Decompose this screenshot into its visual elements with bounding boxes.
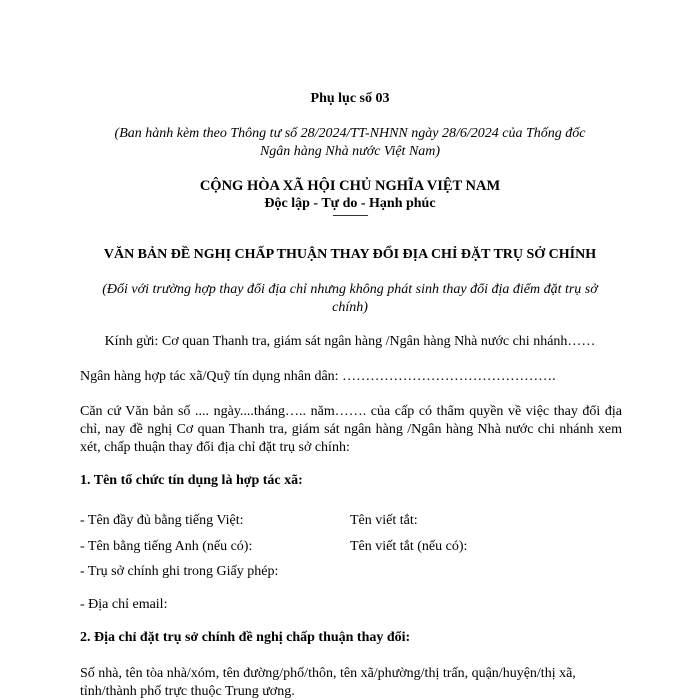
issued-note-line2: Ngân hàng Nhà nước Việt Nam) xyxy=(259,144,441,159)
recipient-line: Kính gửi: Cơ quan Thanh tra, giám sát ngân hàng /Ngân hàng Nhà nước chi nhánh…… xyxy=(104,334,596,349)
country-name: CỘNG HÒA XÃ HỘI CHỦ NGHĨA VIỆT NAM xyxy=(199,178,501,194)
address-format-line2: tỉnh/thành phố trực thuộc Trung ương. xyxy=(80,684,295,699)
document-subtitle-line1: (Đối với trường hợp thay đổi địa chỉ nhưng không phát sinh thay đổi địa điểm đặt trụ sở xyxy=(102,282,598,297)
document-title: VĂN BẢN ĐỀ NGHỊ CHẤP THUẬN THAY ĐỔI ĐỊA CHỈ ĐẶT TRỤ SỞ CHÍNH xyxy=(103,247,597,262)
email-label: - Địa chỉ email: xyxy=(80,597,168,612)
appendix-title: Phụ lục số 03 xyxy=(310,91,390,106)
bank-name-line: Ngân hàng hợp tác xã/Quỹ tín dụng nhân dân: ………………………………………. xyxy=(80,369,556,384)
document-subtitle-line2: chính) xyxy=(332,300,368,315)
header-separator: --------------- xyxy=(332,210,368,221)
section2-heading: 2. Địa chỉ đặt trụ sở chính đề nghị chấp thuận thay đổi: xyxy=(80,630,411,645)
full-name-vn-label: - Tên đầy đủ bằng tiếng Việt: xyxy=(80,513,244,528)
address-format-line1: Số nhà, tên tòa nhà/xóm, tên đường/phố/thôn, tên xã/phường/thị trấn, quận/huyện/thị xã, xyxy=(80,666,576,681)
issued-note-line1: (Ban hành kèm theo Thông tư số 28/2024/TT-NHNN ngày 28/6/2024 của Thống đốc xyxy=(114,126,586,141)
short-name-optional-label: Tên viết tắt (nếu có): xyxy=(350,539,468,554)
section1-heading: 1. Tên tổ chức tín dụng là hợp tác xã: xyxy=(80,473,303,488)
short-name-label: Tên viết tắt: xyxy=(350,513,418,528)
basis-paragraph: Căn cứ Văn bản số .... ngày....tháng….. năm……. của cấp có thẩm quyền về việc thay đổi địa chỉ, nay đề nghị Cơ quan Thanh tra, giám sát ngân hàng /Ngân hàng Nhà nước chi nhánh xem xét, chấp thuận thay đổi địa chỉ đặt trụ sở chính: xyxy=(80,404,622,456)
national-motto: Độc lập - Tự do - Hạnh phúc xyxy=(264,196,436,211)
head-office-label: - Trụ sở chính ghi trong Giấy phép: xyxy=(80,564,279,579)
name-en-label: - Tên bằng tiếng Anh (nếu có): xyxy=(80,539,253,554)
